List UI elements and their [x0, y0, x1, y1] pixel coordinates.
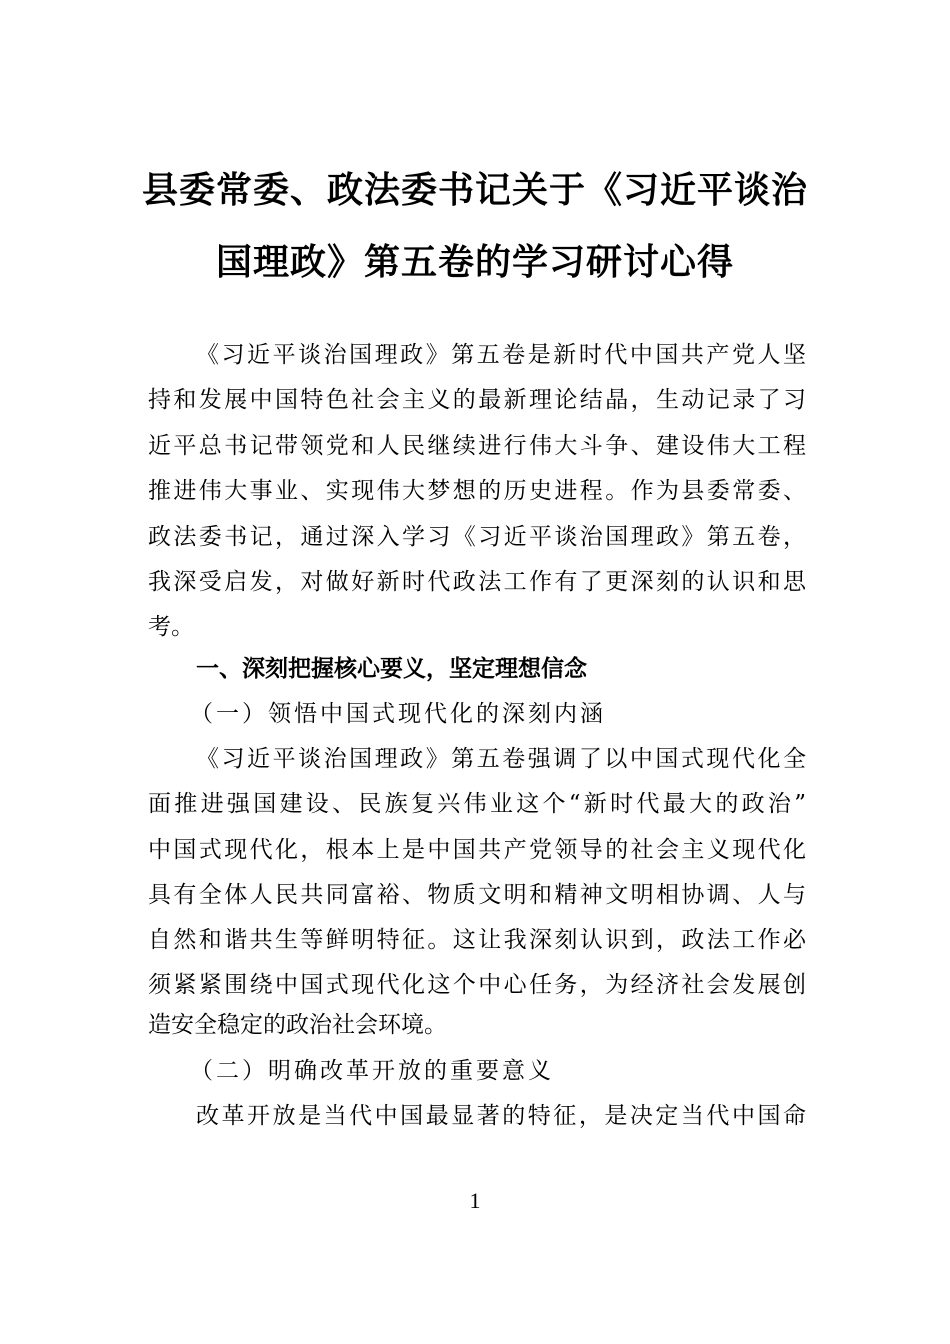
text-line: 持和发展中国特色社会主义的最新理论结晶，生动记录了习	[148, 387, 806, 413]
text-line: 面推进强国建设、民族复兴伟业这个“新时代最大的政治”	[148, 791, 806, 817]
text-line: 《习近平谈治国理政》第五卷强调了以中国式现代化全	[196, 746, 806, 772]
text-line: 中国式现代化，根本上是中国共产党领导的社会主义现代化	[148, 837, 806, 863]
text-line: 政法委书记，通过深入学习《习近平谈治国理政》第五卷，	[148, 524, 806, 550]
text-line: 推进伟大事业、实现伟大梦想的历史进程。作为县委常委、	[148, 478, 806, 504]
text-line: 具有全体人民共同富裕、物质文明和精神文明相协调、人与	[148, 882, 806, 908]
text-line: 考。	[148, 614, 194, 640]
section-heading-1: 一、深刻把握核心要义，坚定理想信念	[196, 656, 587, 682]
text-line: 自然和谐共生等鲜明特征。这让我深刻认识到，政法工作必	[148, 927, 806, 953]
text-line: 我深受启发，对做好新时代政法工作有了更深刻的认识和思	[148, 569, 806, 595]
text-line: 近平总书记带领党和人民继续进行伟大斗争、建设伟大工程	[148, 433, 806, 459]
page-number: 1	[469, 1188, 481, 1213]
subsection-heading-2: （二）明确改革开放的重要意义	[190, 1058, 554, 1084]
document-title-line-2: 国理政》第五卷的学习研讨心得	[215, 241, 734, 283]
subsection-heading-1: （一）领悟中国式现代化的深刻内涵	[190, 701, 606, 727]
text-line: 造安全稳定的政治社会环境。	[148, 1012, 447, 1038]
text-line: 《习近平谈治国理政》第五卷是新时代中国共产党人坚	[196, 342, 806, 368]
text-line: 改革开放是当代中国最显著的特征，是决定当代中国命	[196, 1103, 806, 1129]
document-title-line-1: 县委常委、政法委书记关于《习近平谈治	[141, 169, 808, 211]
text-line: 须紧紧围绕中国式现代化这个中心任务，为经济社会发展创	[148, 972, 806, 998]
